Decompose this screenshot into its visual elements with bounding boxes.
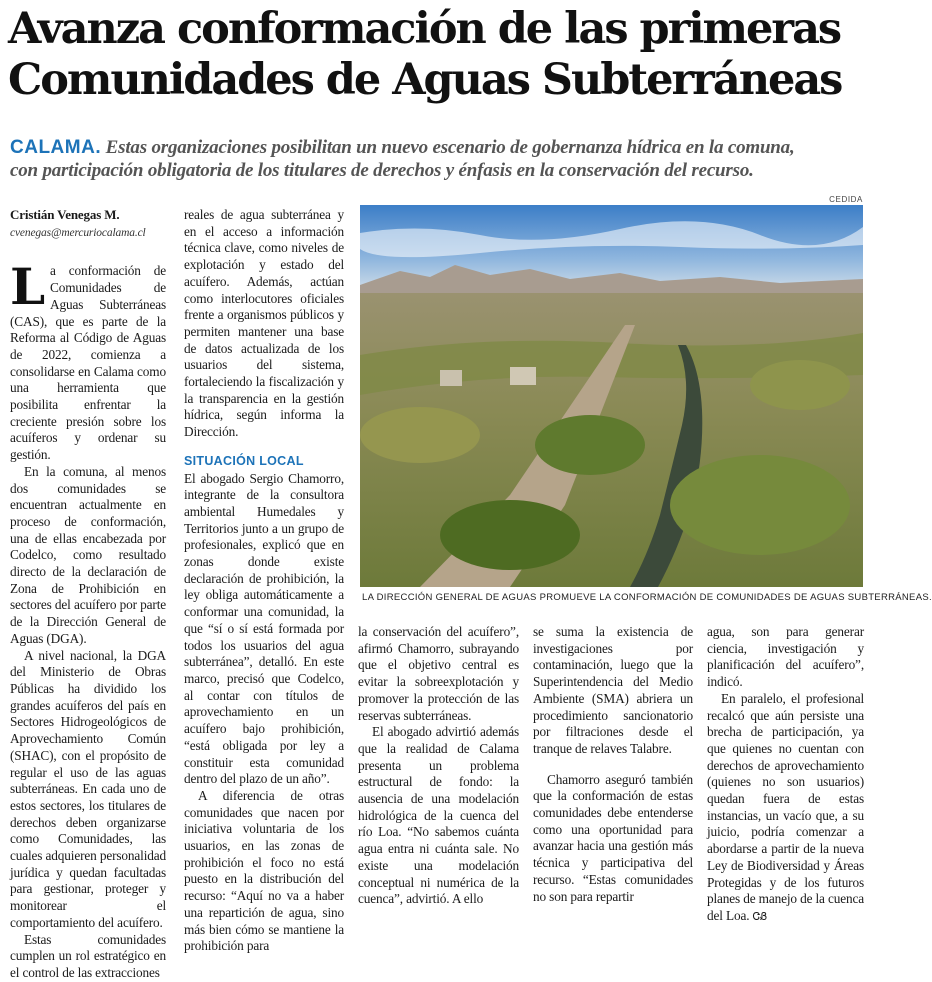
paragraph-3: A nivel nacional, la DGA del Ministerio de Obras Públicas ha dividido los grandes acuíferos del país en Sectores Hidrogeológicos de Aprovechamiento Común (SHAC), con el propósito de regular el uso de las aguas subterráneas. En cada uno de estos sectores, los titulares de derechos deben organizarse como Comunidades, las cuales adquieren personalidad jurídica y quedan facultadas para gestionar, proteger y monitorear el comportamiento del acuífero. [10, 647, 166, 930]
lead-text-1: Estas organizaciones posibilitan un nuevo escenario de gobernanza hídrica en la comuna, [101, 137, 795, 158]
headline-line-2: Comunidades de Aguas Subterráneas [8, 55, 842, 105]
lead-line-1 [10, 136, 865, 159]
photo-credit: CEDIDA [829, 195, 863, 204]
article-column-2 [184, 207, 344, 955]
paragraph-5: reales de agua subterránea y en el acceso a información técnica clave, como niveles de explotación y estado del acuífero. Además, actúan como interlocutores oficiales frente a organismos públicos y permiten mantener una base de datos actualizada de los usuarios del sistema, fortaleciendo la fiscalización y la transparencia en la gestión hídrica, según informa la Dirección. [184, 207, 344, 440]
byline-author: Cristián Venegas M. [10, 207, 120, 222]
paragraph-8: la conservación del acuífero”, afirmó Chamorro, subrayando que el objetivo central es evitar la sobreexplotación y promover la protección de las reservas subterráneas. [358, 624, 519, 723]
paragraph-7: A diferencia de otras comunidades que nacen por iniciativa voluntaria de los usuarios, en las zonas de prohibición el foco no está puesto en la distribución del recurso: “Aquí no va a haber una repartición de agua, sino más bien cómo se mantiene la prohibición para [184, 787, 344, 954]
paragraph-10: se suma la existencia de investigaciones por contaminación, luego que la Superintendencia del Medio Ambiente (SMA) abriera un procedimiento sancionatorio por filtraciones desde el tranque de relaves Talabre. [533, 624, 693, 756]
drop-cap: L [10, 257, 46, 317]
paragraph-9: El abogado advirtió además que la realidad de Calama presenta un problema estructural de fondo: la ausencia de una modelación hidrológica de la cuenca del río Loa. “No sabemos cuánta agua entra ni cuánta sale. No existe una modelación conceptual ni numérica de la cuenca”, advirtió. A ello [358, 724, 519, 907]
article-column-5 [707, 624, 864, 926]
paragraph-1 [10, 257, 166, 463]
paragraph-1-text: a conformación de Comunidades de Aguas Subterráneas (CAS), que es parte de la Reforma al Código de Aguas de 2022, comienza a consolidarse en Calama como una herramienta que posibilita enfrentar la creciente presión sobre los acuíferos y ordenar su gestión. [10, 263, 166, 463]
headline [8, 4, 868, 106]
paragraph-6: El abogado Sergio Chamorro, integrante de la consultora ambiental Humedales y Territorios junto a un grupo de profesionales, explicó que en zonas donde existe declaración de prohibición, la ley obliga automáticamente a conformar una comunidad, la que “sí o sí está formada por todos los usuarios del agua subterránea”, detalló. En este marco, precisó que Codelco, al contar con títulos de aprovechamiento en un acuífero bajo prohibición, “está obligada por ley a constituir esta comunidad dentro del plazo de un año”. [184, 470, 344, 787]
paragraph-2: En la comuna, al menos dos comunidades se encuentran actualmente en proceso de conformación, una de ellas encabezada por Codelco, como resultado directo de la declaración de Zona de Prohibición en sectores del acuífero por parte de la Dirección General de Aguas (DGA). [10, 463, 166, 646]
photo-caption: LA DIRECCIÓN GENERAL DE AGUAS PROMUEVE LA CONFORMACIÓN DE COMUNIDADES DE AGUAS SUBTERRÁNEAS. [362, 592, 932, 603]
lead-paragraph [10, 136, 865, 182]
article-column-4 [533, 624, 693, 905]
article-column-1 [10, 207, 166, 982]
lead-kicker: CALAMA. [10, 137, 102, 158]
article-column-3 [358, 624, 519, 908]
lead-line-2: con participación obligatoria de los titulares de derechos y énfasis en la conservación del recurso. [10, 160, 754, 181]
paragraph-11: Chamorro aseguró también que la conformación de estas comunidades debe entenderse como una oportunidad para avanzar hacia una gestión más técnica y participativa del recurso. “Estas comunidades no son para repartir [533, 771, 693, 904]
end-mark-icon: ᏣᏰ [752, 909, 768, 923]
subhead-situacion-local: SITUACIÓN LOCAL [184, 453, 304, 468]
river-landscape-photo [360, 205, 863, 587]
paragraph-13 [707, 691, 864, 926]
paragraph-13-text: En paralelo, el profesional recalcó que aún persiste una brecha de participación, ya que quienes no cuentan con derechos de aprovechamiento (quienes no son usuarios) quedan fuera de estas instancias, un vacío que, a su juicio, podría comenzar a abordarse a partir de la nueva Ley de Biodiversidad y Áreas Protegidas y de los futuros planes de manejo de la cuenca del Loa. [707, 690, 864, 923]
headline-line-1: Avanza conformación de las primeras [8, 4, 841, 54]
paragraph-4: Estas comunidades cumplen un rol estratégico en el control de las extracciones [10, 931, 166, 980]
paragraph-12: agua, son para generar ciencia, investigación y planificación del acuífero”, indicó. [707, 624, 864, 690]
byline-email[interactable]: cvenegas@mercuriocalama.cl [10, 226, 146, 239]
